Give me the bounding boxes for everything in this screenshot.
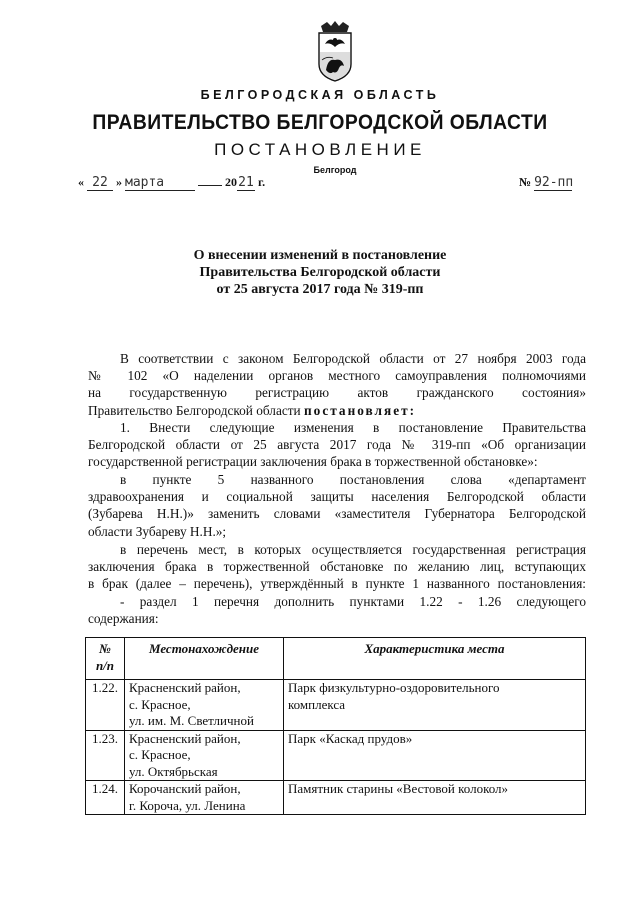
text-line: № 102 «О наделении органов местного самоуправления полномочиями [88, 368, 586, 384]
header-description: Характеристика места [284, 638, 586, 680]
location-line: Красненский район, [129, 680, 241, 695]
text-line: на государственную регистрацию актов гражданского состояния» [88, 385, 586, 401]
decree-word: постановляет: [304, 402, 417, 418]
text-line: области Зубареву Н.Н.»; [88, 523, 227, 539]
row-location [125, 730, 284, 781]
city-name: Белгород [313, 165, 357, 175]
paragraph-point-5 [88, 471, 586, 540]
table-header-row [86, 638, 586, 680]
date-year-prefix: 20 [225, 175, 237, 189]
header-number-line: № [99, 641, 111, 656]
paragraph-item-1 [88, 419, 586, 471]
title-line: О внесении изменений в постановление [193, 248, 447, 263]
row-number: 1.22. [86, 680, 125, 731]
text-line: здравоохранения и социальной защиты населения Белгородской области [88, 489, 586, 505]
description-line: Памятник старины «Вестовой колокол» [288, 781, 509, 796]
location-line: с. Красное, [129, 696, 191, 712]
date-line [78, 175, 265, 191]
date-month: марта [125, 175, 195, 191]
date-open-quote: « [78, 175, 84, 189]
location-line: г. Короча, ул. Ленина [129, 797, 246, 813]
row-description [284, 730, 586, 781]
text-fragment: Правительство Белгородской области [88, 402, 301, 418]
text-line: - раздел 1 перечня дополнить пунктами 1.22 - 1.26 следующего [120, 594, 586, 609]
row-location [125, 680, 284, 731]
text-line: заключения брака в торжественной обстановке по желанию лиц, вступающих [88, 559, 586, 575]
paragraph-preamble [88, 350, 586, 419]
row-description [284, 781, 586, 815]
text-line: государственной регистрации заключения брака в торжественной обстановке»: [88, 454, 538, 470]
places-table [85, 637, 586, 815]
number-value: 92-пп [534, 175, 574, 190]
text-line: содержания: [88, 611, 159, 627]
date-year-mark: г. [258, 175, 266, 189]
location-line: Красненский район, [129, 730, 241, 746]
text-line: Белгородской области от 25 августа 2017 года № 319-пп «Об организации [88, 437, 586, 453]
document-number [519, 175, 572, 191]
location-line: Корочанский район, [129, 781, 241, 796]
document-type: ПОСТАНОВЛЕНИЕ [214, 140, 426, 159]
text-line [88, 402, 586, 419]
row-number: 1.23. [86, 730, 125, 781]
row-description [284, 680, 586, 731]
title-line: Правительства Белгородской области [199, 265, 441, 280]
location-line: с. Красное, [129, 747, 191, 762]
text-line: в пункте 5 названного постановления слова «департамент [120, 472, 586, 487]
title-line: от 25 августа 2017 года № 319-пп [216, 282, 424, 297]
location-line: ул. им. М. Светличной [129, 713, 254, 728]
row-number: 1.24. [86, 781, 125, 815]
text-line: в брак (далее – перечень), утверждённый в пункте 1 названного постановления: [88, 576, 586, 592]
text-line: в перечень мест, в которых осуществляется государственная регистрация [120, 542, 586, 557]
header-number-line: п/п [95, 657, 115, 673]
document-title [0, 247, 640, 298]
text-line: (Зубарева Н.Н.)» заменить словами «заместителя Губернатора Белгородской [88, 506, 586, 522]
paragraph-section [88, 593, 586, 627]
number-sign: № [519, 175, 532, 189]
table-row [86, 680, 586, 731]
header-number [86, 638, 125, 680]
table-row [86, 781, 586, 815]
description-line: комплекса [288, 696, 346, 712]
description-line: Парк «Каскад прудов» [288, 730, 413, 746]
text-line: В соответствии с законом Белгородской области от 27 ноября 2003 года [120, 351, 586, 366]
date-close-quote: » [116, 175, 122, 189]
date-day: 22 [87, 175, 113, 191]
location-line: ул. Октябрьская [129, 763, 218, 779]
text-line: 1. Внести следующие изменения в постановление Правительства [120, 420, 586, 435]
region-name: БЕЛГОРОДСКАЯ ОБЛАСТЬ [200, 88, 440, 102]
date-year-suffix: 21 [238, 175, 254, 190]
row-location [125, 781, 284, 815]
table-row [86, 730, 586, 781]
description-line: Парк физкультурно-оздоровительного [288, 680, 500, 695]
paragraph-list [88, 541, 586, 593]
coat-of-arms-emblem [313, 20, 357, 84]
government-name: ПРАВИТЕЛЬСТВО БЕЛГОРОДСКОЙ ОБЛАСТИ [92, 111, 548, 134]
header-location: Местонахождение [125, 638, 284, 680]
